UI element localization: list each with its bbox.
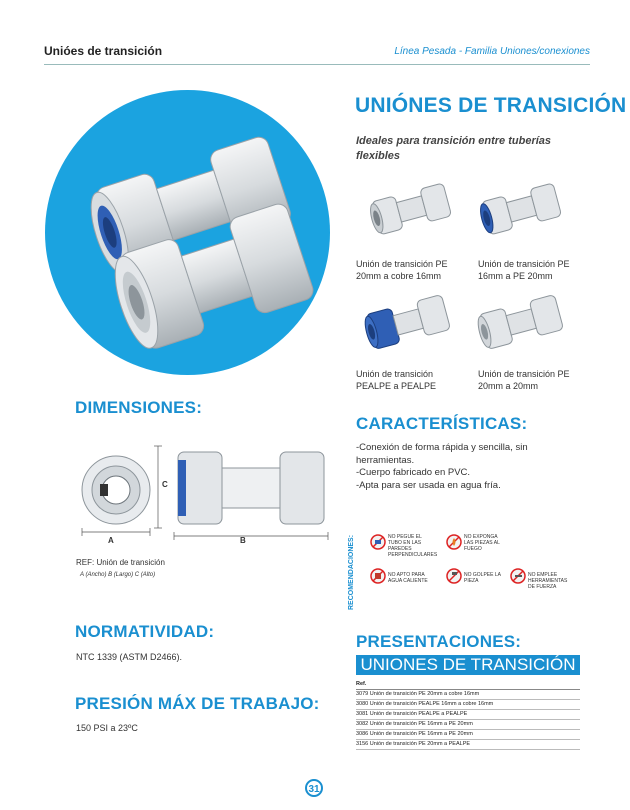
product-image-1: [366, 172, 456, 242]
recommendation-item-1: NO PEGUE EL TUBO EN LAS PAREDES PERPENDICULARES: [388, 534, 438, 558]
product-grid: [356, 172, 580, 392]
dimension-label-a: A: [108, 536, 114, 545]
table-row: 3081 Unión de transición PEALPE a PEALPE: [356, 710, 580, 720]
recommendation-item-3: NO APTO PARA AGUA CALIENTE: [388, 572, 428, 584]
dimensions-ref-sub: A (Ancho) B (Largo) C (Alto): [80, 572, 156, 578]
recommendations-panel: [370, 528, 580, 596]
table-row: 3079 Unión de transición PE 20mm a cobre 16mm: [356, 690, 580, 700]
presentations-table: [356, 680, 580, 750]
recommendations-label-box: [348, 520, 368, 610]
dimension-label-c: C: [162, 480, 168, 489]
hero-union-illustration: [45, 90, 330, 375]
recommendation-item-5: NO EMPLEE HERRAMIENTAS DE FUERZA: [528, 572, 568, 590]
dimensions-title: DIMENSIONES:: [75, 398, 203, 417]
no-glue-walls-icon: [370, 534, 386, 550]
no-wrench-icon: [510, 568, 526, 584]
no-hot-water-icon: [370, 568, 386, 584]
feature-item-3: -Apta para ser usada en agua fría.: [356, 479, 501, 491]
hero-product-image: [45, 90, 330, 375]
norm-title: NORMATIVIDAD:: [75, 622, 215, 641]
product-image-3: [361, 284, 456, 359]
page-title: UNIÓNES DE TRANSICIÓN: [355, 94, 627, 117]
header-divider: [44, 64, 590, 65]
pressure-title: PRESIÓN MÁX DE TRABAJO:: [75, 694, 320, 713]
table-row: 3156 Unión de transición PE 20mm a PEALPE: [356, 740, 580, 750]
page-subtitle: Ideales para transición entre tuberías flexibles: [356, 135, 552, 162]
product-caption-1: Unión de transición PE 20mm a cobre 16mm: [356, 259, 448, 281]
product-caption-4: Unión de transición PE 20mm a 20mm: [478, 369, 570, 391]
product-caption-3: Unión de transición PEALPE a PEALPE: [356, 369, 437, 391]
recommendations-label: RECOMENDACIONES:: [348, 534, 355, 610]
page-number: 31: [305, 779, 323, 797]
pressure-text: 150 PSI a 23ºC: [76, 723, 138, 733]
features-list: [356, 442, 576, 492]
dimensions-ref: REF: Unión de transición: [76, 558, 165, 567]
product-image-2: [476, 172, 566, 242]
feature-item-1: -Conexión de forma rápida y sencilla, sin herramientas.: [356, 442, 528, 466]
norm-text: NTC 1339 (ASTM D2466).: [76, 652, 183, 662]
table-row: 3080 Unión de transición PEALPE 16mm a cobre 16mm: [356, 700, 580, 710]
header-family-title: Línea Pesada - Familia Uniones/conexiones: [394, 46, 590, 57]
features-title: CARACTERÍSTICAS:: [356, 414, 528, 433]
header-section-title: Unióes de transición: [44, 44, 163, 58]
presentations-title: PRESENTACIONES:: [356, 632, 522, 651]
feature-item-2: -Cuerpo fabricado en PVC.: [356, 467, 471, 478]
presentations-band: UNIONES DE TRANSICIÓN: [356, 655, 580, 675]
recommendation-item-4: NO GOLPEE LA PIEZA: [464, 572, 501, 584]
recommendation-item-2: NO EXPONGA LAS PIEZAS AL FUEGO: [464, 534, 500, 552]
dimension-label-b: B: [240, 536, 246, 545]
no-fire-icon: [446, 534, 462, 550]
no-hammer-icon: [446, 568, 462, 584]
dimensions-diagram: [70, 440, 340, 550]
table-row: 3082 Unión de transición PE 16mm a PE 20mm: [356, 720, 580, 730]
table-row: 3086 Unión de transición PE 16mm a PE 20mm: [356, 730, 580, 740]
product-caption-2: Unión de transición PE 16mm a PE 20mm: [478, 259, 570, 281]
table-header: Ref.: [356, 680, 580, 690]
product-image-4: [474, 284, 569, 359]
